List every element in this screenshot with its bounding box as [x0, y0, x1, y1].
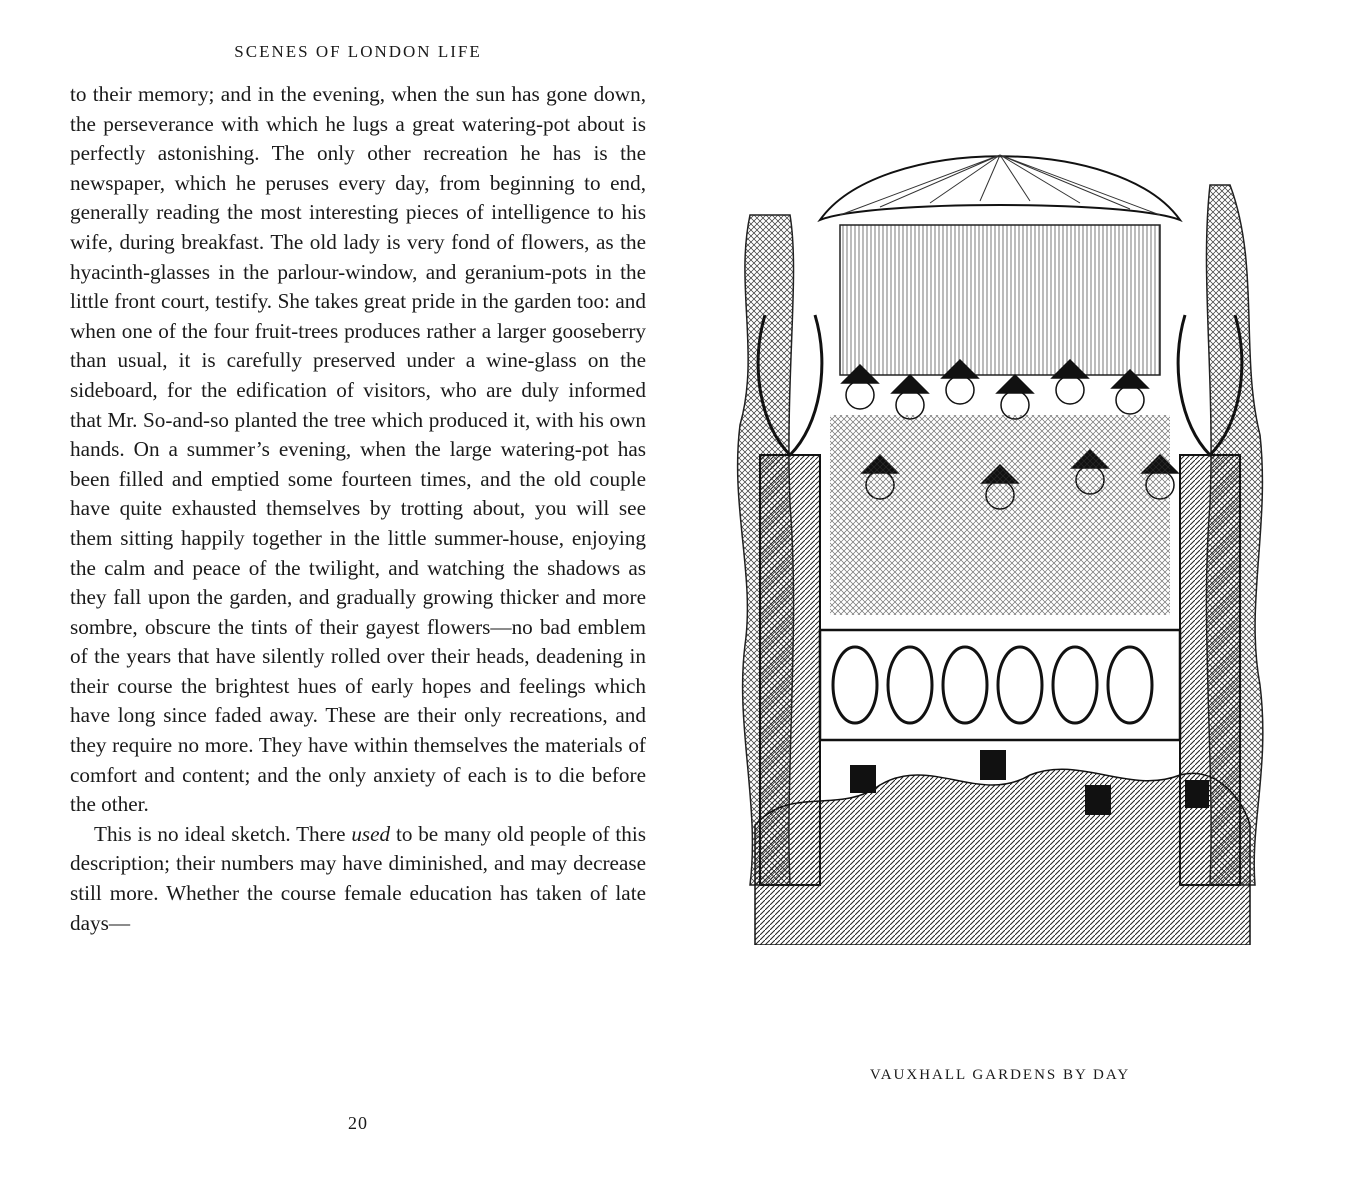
paragraph-2-italic: used — [351, 821, 391, 846]
right-page — [690, 0, 1369, 1192]
paragraph-2 — [70, 820, 646, 938]
vauxhall-illustration — [730, 125, 1270, 945]
page-number: 20 — [348, 1113, 368, 1133]
paragraph-2-end: to be many old people of this description; their numbers may have diminished, and may decrease still more. Whether the course female education has taken of late days— — [70, 821, 646, 935]
body-text — [70, 80, 646, 938]
shell-canopy — [820, 156, 1180, 220]
illustration-caption: VAUXHALL GARDENS BY DAY — [869, 1067, 1131, 1083]
orchestra-shadow — [830, 415, 1170, 615]
crowd — [755, 769, 1250, 945]
organ-backdrop — [840, 225, 1160, 375]
paragraph-1: to their memory; and in the evening, when the sun has gone down, the perseverance with which he lugs a great watering-pot about is perfectly astonishing. The only other recreation he has is the newspaper, which he peruses every day, from beginning to end, generally reading the most interesting pieces of intelligence to his wife, during breakfast. The old lady is very fond of flowers, as the hyacinth-glasses in the parlour-window, and geranium-pots in the little front court, testify. She takes great pride in the garden too: and when one of the four fruit-trees produces rather a larger gooseberry than usual, it is carefully preserved under a wine-glass on the sideboard, for the edification of visitors, who are duly informed that Mr. So-and-so planted the tree which produced it, with his own hands. On a summer’s evening, when the large watering-pot has been filled and emptied some fourteen times, and the old couple have quite exhausted themselves by trotting about, you will see them sitting happily together in the little summer-house, enjoying the calm and peace of the twilight, and watching the shadows as they fall upon the garden, and gradually growing thicker and more sombre, obscure the tints of their gayest flowers—no bad emblem of the years that have silently rolled over their heads, deadening in their course the brightest hues of early hopes and feelings which have long since faded away. These are their only recreations, and they require no more. They have within themselves the materials of comfort and content; and the only anxiety of each is to die before the other. — [70, 82, 646, 817]
running-head: SCENES OF LONDON LIFE — [234, 42, 482, 61]
paragraph-2-start: This is no ideal sketch. There — [94, 821, 352, 846]
